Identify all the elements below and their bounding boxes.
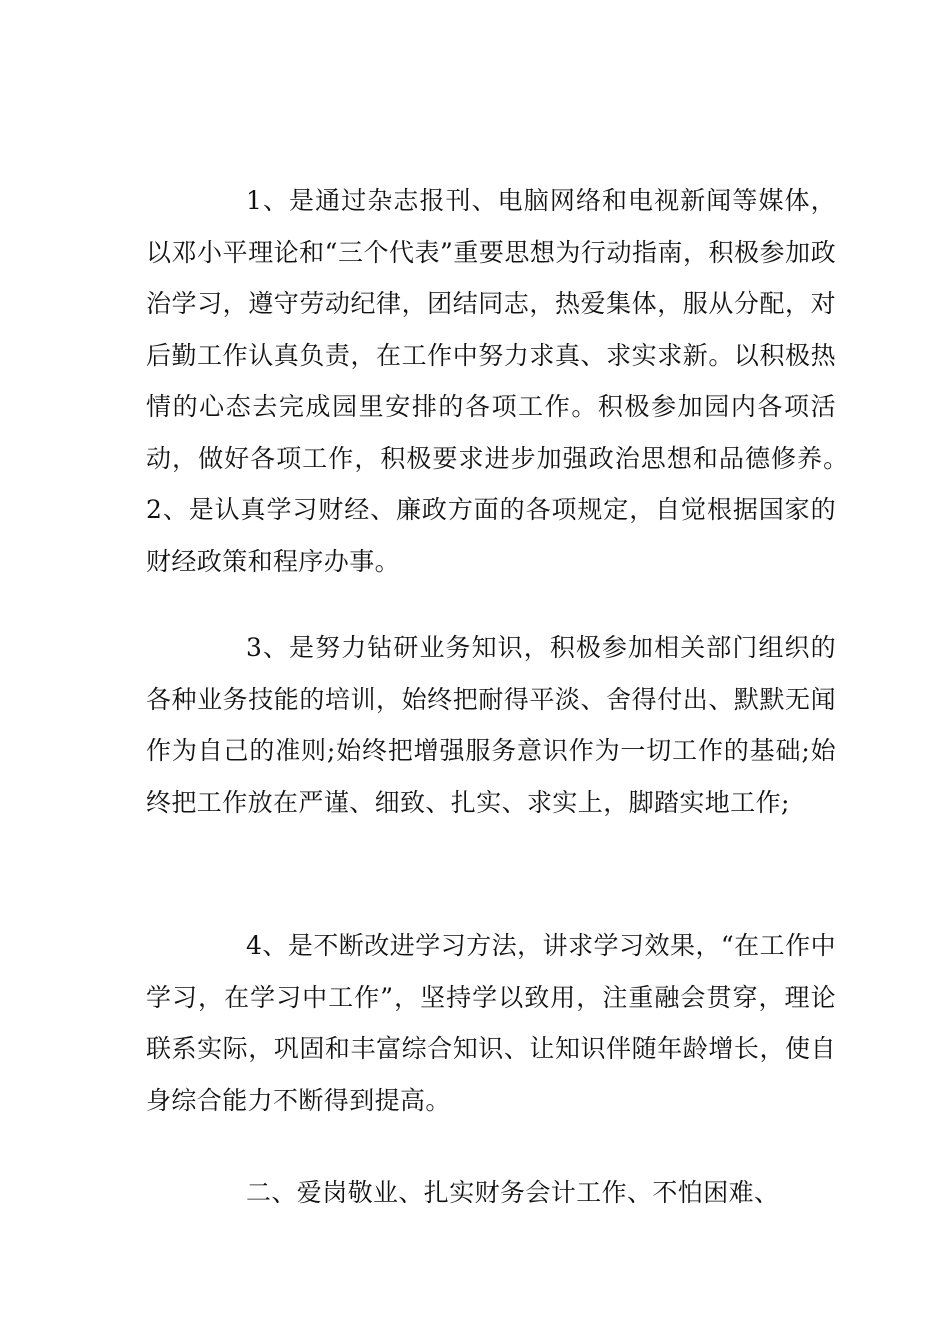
paragraph-2: 3、是努力钻研业务知识，积极参加相关部门组织的各种业务技能的培训，始终把耐得平淡、舍得付出、默默无闻作为自己的准则;始终把增强服务意识作为一切工作的基础;始终把工作放在严谨、细致、扎实、求实上，脚踏实地工作; bbox=[146, 633, 836, 817]
paragraph-3: 4、是不断改进学习方法，讲求学习效果，“在工作中学习，在学习中工作”，坚持学以致用，注重融会贯穿，理论联系实际，巩固和丰富综合知识、让知识伴随年龄增长，使自身综合能力不断得到提高。 bbox=[146, 931, 836, 1115]
paragraph-4: 二、爱岗敬业、扎实财务会计工作、不怕困难、 bbox=[246, 1178, 780, 1207]
paragraph-1: 1、是通过杂志报刊、电脑网络和电视新闻等媒体，以邓小平理论和“三个代表”重要思想为行动指南，积极参加政治学习，遵守劳动纪律，团结同志，热爱集体，服从分配，对后勤工作认真负责，在工作中努力求真、求实求新。以积极热情的心态去完成园里安排的各项工作。积极参加园内各项活动，做好各项工作，积极要求进步加强政治思想和品德修养。 2、是认真学习财经、廉政方面的各项规定，自觉根据国家的财经政策和程序办事。 bbox=[146, 186, 913, 576]
